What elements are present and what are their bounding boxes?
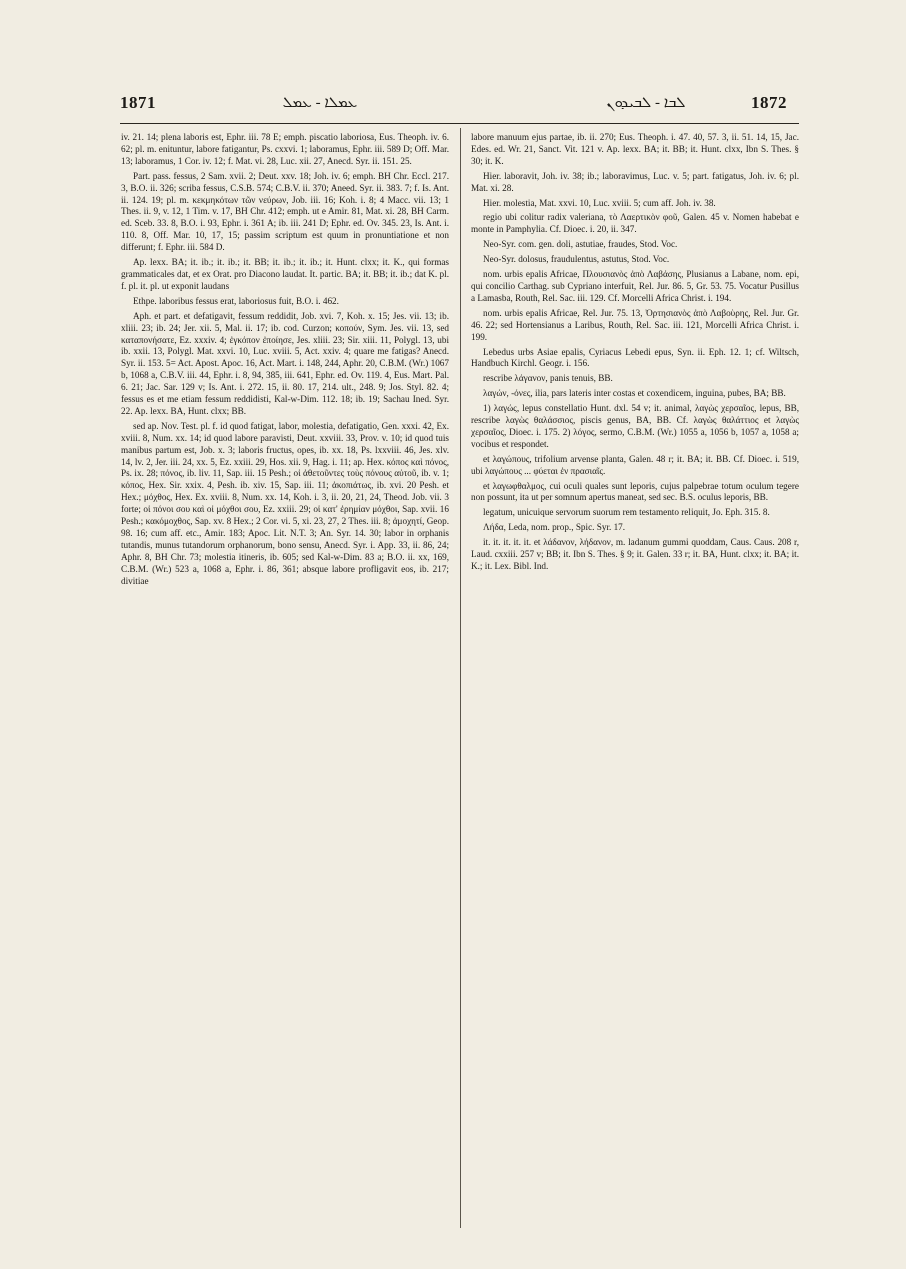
dictionary-entry: et λαγώπους, trifolium arvense planta, Galen. 48 r; it. BA; it. BB. Cf. Dioec. i. 519, ubi λαγώπους ... φύεται ἐν πρασιαῖς.: [471, 453, 799, 476]
dictionary-entry: Neo-Syr. com. gen. doli, astutiae, fraudes, Stod. Voc.: [483, 239, 678, 250]
dictionary-entry: Ethpe. laboribus fessus erat, laboriosus fuit, B.O. i. 462.: [133, 295, 339, 306]
column-divider: [460, 128, 461, 1228]
dictionary-entry: labore manuum ejus partae, ib. ii. 270; Eus. Theoph. i. 47. 40, 57. 3, ii. 51. 14, 15, Jac. Edes. ed. Wr. 21, Sanct. Vit. 121 v. Ap. lexx. BA; it. BB; it. Hunt. clxx, Ibn S. Thes. § 30; it. K.: [471, 132, 799, 166]
dictionary-entry: λαγών, -όνες, ilia, pars lateris inter costas et coxendicem, inguina, pubes, BA; BB.: [483, 388, 786, 399]
dictionary-entry: Part. pass. fessus, 2 Sam. xvii. 2; Deut. xxv. 18; Joh. iv. 6; emph. BH Chr. Eccl. 217. 3, B.O. ii. 326; scriba fessus, C.S.B. 574; C.B.V. ii. 370; Aneed. Syr. ii. 383. 7; f. Is. Ant. ii. 124. 19; pl. m. κεκμηκότων τῶν νεύρων, Job. iii. 16; Koh. i. 8; 4 Macc. vii. 13; 1 Thes. ii. 9, v. 12, 1 Tim. v. 17, BH Chr. 412; emph. ut e Amir. 81, Mat. xi. 28, BH Carm. ed. Sceb. 33. 8, B.O. i. 93, Ephr. i. 361 A; ib. iii. 241 D; Ephr. ed. Ov. 345. 23, Is. Ant. i. 110. 8, Off. Mar. 10, 17, 15; passim scriptum est quum in pronuntiatione et non differunt; f. Ephr. iii. 584 D.: [121, 170, 449, 253]
dictionary-entry: sed ap. Nov. Test. pl. f. id quod fatigat, labor, molestia, defatigatio, Gen. xxxi. 42, Ex. xviii. 8, Num. xx. 14; id quod labore paravisti, Deut. xxviii. 33, Prov. v. 10; id quod tuis manibus partum est, Job. x. 3; laboris fructus, opes, ib. xx. 18, Ps. lxxviii. 46, Jes. xlv. 14, lv. 2, Jer. iii. 24, xx. 5, Ez. xxiii. 29, Hos. xii. 9, Hag. i. 11; ap. Hex. κόπος καὶ πόνος, Ps. ix. 28; πόνος, ib. liv. 11, Sap. iii. 15 Pesh.; οἱ ἀθετοῦντες τοὺς πόνους αὐτοῦ, ib. v. 1; κόπος, Hex. Sir. xxix. 4, Pesh. ib. xiv. 15, Sap. iii. 11; ἀκοπιάτως, ib. xvi. 20 Pesh. et Hex.; μόχθος, Hex. Ex. xviii. 8, Num. xx. 14, Koh. i. 3, ii. 20, 21, 24, Theod. Job. vii. 3 forte; οἱ πόνοι σου καὶ οἱ μόχθοι σου, Ez. xxiii. 29; οἱ κατ' ἐρημίαν μόχθοι, Sap. xvii. 16 Pesh.; κακόμοχθος, Sap. xv. 8 Hex.; 2 Cor. vi. 5, xi. 23, 27, 2 Thes. iii. 8; ἀμοχητί, Geop. 98. 16; cum aff. etc., Amir. 183; Apoc. Lit. N.T. 3; An. Syr. 14. 30; labor in orphanis tutandis, munus tutandorum orphanorum, bono sensu, Anecd. Syr. i. App. 33, ii. 86, 24; Aphr. 8, BH Chr. 73; molestia itineris, ib. 605; sed Kal-w-Dim. 83 a; B.O. ii. xx, 169, C.B.M. (Wr.) 523 a, 1068 a, Ephr. i. 86, 361; absque labore profligavit eos, ib. 217; divitiae: [121, 420, 449, 586]
dictionary-entry: legatum, unicuique servorum suorum rem testamento reliquit, Jo. Eph. 315. 8.: [483, 507, 770, 518]
dictionary-entry: et λαγωφθαλμος, cui oculi quales sunt leporis, cujus palpebrae totum oculum tegere non possunt, ita ut per somnum apertus maneat, sed sec. B.S. oculus leporis, BB.: [471, 480, 799, 503]
left-column: [121, 132, 449, 1232]
dictionary-entry: rescribe λάγανον, panis tenuis, BB.: [483, 373, 613, 384]
right-running-title: ܠܒܐ - ܠܒܝܕܘܢ: [606, 95, 686, 111]
dictionary-entry: it. it. it. it. it. et λάδανον, λήδανον, m. ladanum gummi quoddam, Caus. Caus. 208 r, Laud. cxxiii. 257 v; BB; it. Ibn S. Thes. § 9; it. Galen. 33 r; it. BA, Hunt. clxx; it. BA; it. K.; it. Lex. Bibl. Ind.: [471, 537, 799, 571]
dictionary-entry: Neo-Syr. dolosus, fraudulentus, astutus, Stod. Voc.: [483, 254, 670, 265]
dictionary-entry: regio ubi colitur radix valeriana, τὸ Λαερτικὸν φοῦ, Galen. 45 v. Nomen habebat e monte in Pamphylia. Cf. Dioec. i. 20, ii. 347.: [471, 212, 799, 235]
dictionary-entry: nom. urbis epalis Africae, Πλουσιανὸς ἀπὸ Λαβάσης, Plusianus a Labane, nom. epi, qui concilio Carthag. sub Cypriano interfuit, Rel. Jur. 86. 5, Gr. 53. 75. Vocatur Pusillus a Lamasba, Routh, Rel. Sac. iii. 129. Cf. Morcelli Africa Christ. i. 194.: [471, 269, 799, 303]
dictionary-entry: 1) λαγώς, lepus constellatio Hunt. dxl. 54 v; it. animal, λαγὼς χερσαῖος, lepus, BB, rescribe λαγὼς θαλάσσιος, piscis genus, BA, BB. Cf. λαγὼς θαλάττιος et λαγὼς χερσαῖος, Dioec. i. 175. 2) λόγος, sermo, C.B.M. (Wr.) 1055 a, 1056 b, 1057 a, 1058 a; vocibus et respondet.: [471, 403, 799, 449]
left-running-title: ܥܡܠܐ - ܥܡܠ: [282, 95, 358, 111]
left-page-number: 1871: [120, 93, 156, 112]
right-page-number: 1872: [751, 93, 787, 112]
dictionary-entry: iv. 21. 14; plena laboris est, Ephr. iii. 78 E; emph. piscatio laboriosa, Eus. Theoph. iv. 6. 62; pl. m. enituntur, labore fatigantur, Ps. cxxvi. 1; laboramus, Ephr. iii. 589 D; Off. Mar. 13; laboramus, 1 Cor. iv. 12; f. Mat. vi. 28, Luc. xii. 27, Anecd. Syr. ii. 151. 25.: [121, 132, 449, 166]
right-column: [471, 132, 799, 1232]
dictionary-entry: Hier. laboravit, Joh. iv. 38; ib.; laboravimus, Luc. v. 5; part. fatigatus, Joh. iv. 6; pl. Mat. xi. 28.: [471, 170, 799, 193]
dictionary-entry: Aph. et part. et defatigavit, fessum reddidit, Job. xvi. 7, Koh. x. 15; Jes. vii. 13; ib. xliii. 23; ib. 24; Jer. xii. 5, Mal. ii. 17; ib. cod. Curzon; κοπούν, Sym. Jes. vii. 13, sed καταπονήσατε, Ez. xxxiv. 4; ἐγκόπον ἐποίησε, Jes. xliii. 23; Sir. xiii. 11, Polygl. 13, ubi ib. xxii. 13, Polygl. Mat. xxvi. 10, Luc. xviii. 5, Act. xxiv. 4; quare me fatigas? Anecd. Syr. ii. 153. 5= Act. Apost. Apoc. 16, Act. Mart. i. 148, 244, Aphr. 20, C.B.M. (Wr.) 1067 b, 1068 a, C.B.V. iii. 44, Ephr. i. 8, 94, 385, iii. 641, Ephr. ed. Ov. 119. 4, Eus. Mart. Pal. 6. 21; Jac. Sar. 129 v; Is. Ant. i. 272. 15, ii. 80. 17, 214. ult., 248. 9; Jos. Styl. 82. 4; fessus es et me etiam fessum reddidisti, Kal-w-Dim. 112. 18; ib. 19; Sachau Ined. Syr. 22. Ap. lexx. BA, Hunt. clxx; BB.: [121, 310, 449, 416]
dictionary-entry: Lebedus urbs Asiae epalis, Cyriacus Lebedi epus, Syn. ii. Eph. 12. 1; cf. Wiltsch, Handbuch Kirchl. Geogr. i. 156.: [471, 346, 799, 369]
page-header: [0, 0, 906, 120]
dictionary-entry: Ap. lexx. BA; it. ib.; it. ib.; it. BB; it. ib.; it. ib.; it. Hunt. clxx; it. K., qui formas grammaticales dat, et ex Orat. pro Diacono laudat. It. partic. BA; it. BB; it. ib.; dat K. pl. f. pl. it. pl. ut exponit laudans: [121, 257, 449, 291]
dictionary-entry: Hier. molestia, Mat. xxvi. 10, Luc. xviii. 5; cum aff. Joh. iv. 38.: [483, 197, 716, 208]
dictionary-entry: nom. urbis epalis Africae, Rel. Jur. 75. 13, Ὀρτησιανὸς ἀπὸ Λαβοὺρης, Rel. Jur. Gr. 46. 22; sed Hortensianus a Laribus, Routh, Rel. Sac. iii. 121, Morcelli Africa Christ. i. 199.: [471, 307, 799, 342]
dictionary-entry: Λήδα, Leda, nom. prop., Spic. Syr. 17.: [483, 522, 626, 533]
header-rule: [120, 123, 799, 124]
